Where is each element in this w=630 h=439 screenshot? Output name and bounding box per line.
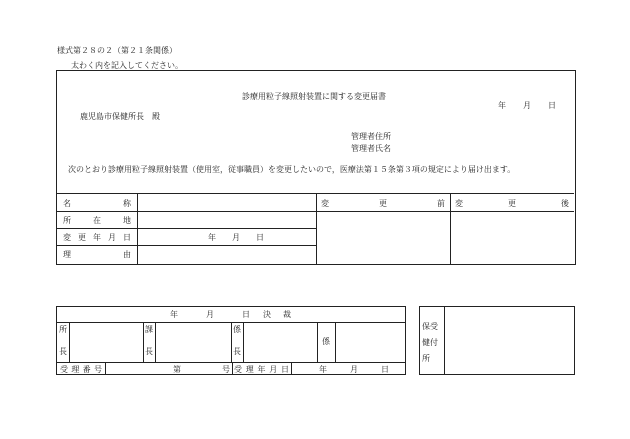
details-header-line [316,211,574,212]
addressee: 鹿児島市保健所長 殿 [80,112,160,121]
before-label: 変 更 前 [321,199,445,208]
stamp-label-line-3: 所 [422,354,430,363]
details-before-divider [316,193,317,264]
approval-receipt-line [57,362,405,363]
notice-title: 診療用粒子線照射装置に関する変更届書 [242,92,386,101]
location-label: 所 在 地 [63,216,131,225]
receipt-stamp-box [419,306,575,375]
details-label-divider [137,193,138,264]
details-line-1 [57,211,316,212]
receipt-date-divider [232,362,233,375]
name-label: 名 称 [63,199,131,208]
details-line-2 [57,228,316,229]
subsection-chief-end [317,322,318,362]
change-date-value: 年 月 日 [208,233,264,242]
subsection-chief-label: 係 長 [233,325,241,356]
staff-divider [335,322,336,362]
receipt-date-value-divider [291,362,292,375]
director-label: 所 長 [59,325,67,356]
notice-statement: 次のとおり診療用粒子線照射装置（使用室，従事職員）を変更したいので，医療法第１５条第３項の規定により届け出ます。 [68,165,516,174]
section-chief-label: 課 長 [145,325,153,356]
receipt-number-label: 受 理 番 号 [60,365,102,374]
instruction-text: 太わく内を記入してください。 [71,61,183,70]
notice-date [498,102,556,110]
subsection-chief-divider [243,322,244,362]
main-form-frame [56,70,576,265]
manager-name-label: 管理者氏名 [351,144,391,153]
number-suffix: 号 [222,365,230,374]
receipt-date-label: 受 理 年 月 日 [234,365,289,374]
details-line-3 [57,245,316,246]
approval-table [56,306,406,375]
notice-date-day: 日 [548,101,556,110]
notice-date-month: 月 [523,101,531,110]
manager-address-label: 管理者住所 [351,132,391,141]
stamp-label-divider [444,307,445,374]
section-chief-divider [155,322,156,362]
form-number: 様式第２８の２（第２１条関係） [57,46,177,55]
number-prefix: 第 [173,365,181,374]
receipt-number-divider [105,362,106,375]
receipt-date-value: 年 月 日 [319,365,389,374]
stamp-label-line-2: 健付 [422,338,438,347]
details-after-divider [450,193,451,264]
decision-label: 決 裁 [263,310,291,319]
director-divider [69,322,70,362]
reason-label: 理 由 [63,250,131,259]
notice-date-year: 年 [498,101,506,110]
change-date-label: 変 更 年 月 日 [63,233,131,242]
staff-label: 係 [322,337,330,346]
stamp-label-line-1: 保受 [422,322,438,331]
approval-date: 年 月 日 [170,310,250,319]
after-label: 変 更 後 [455,199,569,208]
